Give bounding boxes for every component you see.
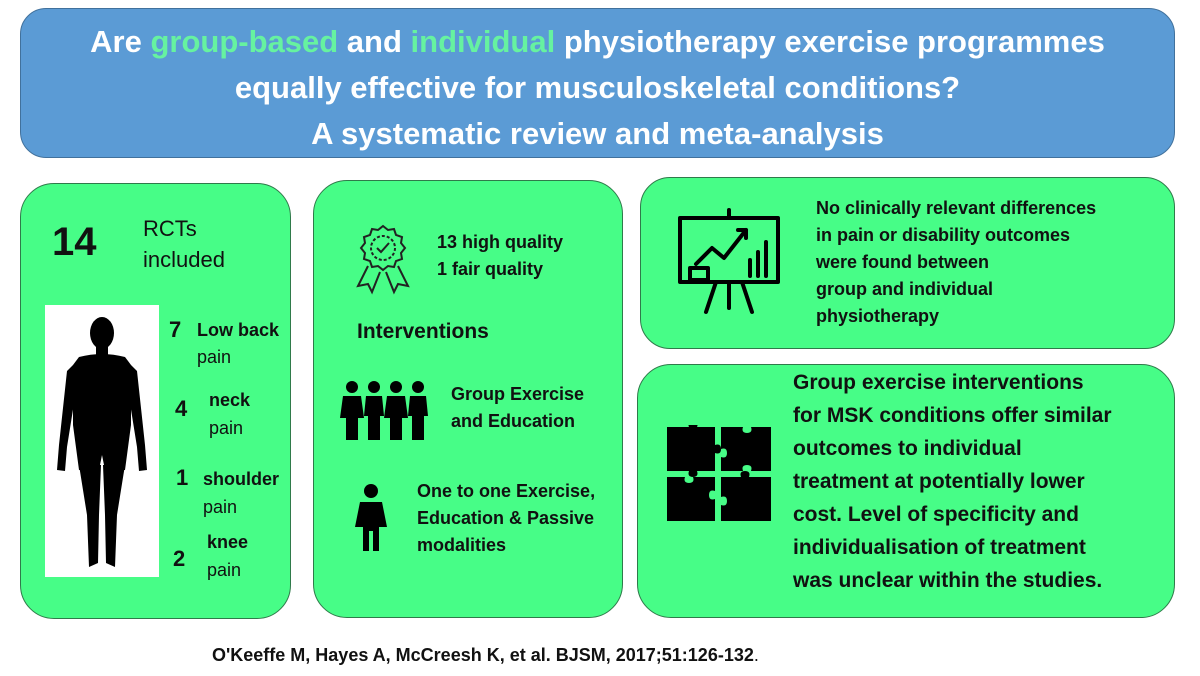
condition-count-knee: 2	[173, 546, 186, 571]
findings-line-2: in pain or disability outcomes	[816, 225, 1071, 245]
group-intervention-line-2: and Education	[451, 411, 576, 431]
title-line-1	[21, 19, 1174, 65]
human-body-icon	[45, 305, 159, 577]
puzzle	[665, 425, 773, 523]
title-highlight-group: group-based	[150, 24, 339, 59]
rcts-label-2: included	[143, 247, 225, 272]
individual-intervention-line-3: modalities	[417, 535, 507, 555]
human-body-figure	[45, 305, 159, 577]
individual-intervention-line-2: Education & Passive	[417, 508, 595, 528]
conclusion-line-3: outcomes to individual	[793, 437, 1022, 460]
person-icon	[353, 483, 389, 553]
condition-name-low-back: Low back	[197, 320, 280, 340]
title-text: physiotherapy exercise programmes	[555, 24, 1105, 59]
award-badge	[350, 222, 416, 296]
conclusion-line-7: was unclear within the studies.	[793, 569, 1103, 592]
condition-count-neck: 4	[175, 396, 188, 421]
group-intervention-line-1: Group Exercise	[451, 384, 585, 404]
findings-line-4: group and individual	[816, 279, 993, 299]
quality-high: 13 high quality	[437, 232, 564, 252]
conclusion-line-6: individualisation of treatment	[793, 536, 1086, 559]
condition-suffix-neck: pain	[209, 418, 244, 438]
conclusion-line-5: cost. Level of specificity and	[793, 503, 1079, 526]
conclusion-line-2: for MSK conditions offer similar	[793, 404, 1112, 427]
presentation-chart-icon	[676, 208, 782, 316]
findings-line-5: physiotherapy	[816, 306, 940, 326]
people-group	[340, 380, 430, 442]
title-line-2: equally effective for musculoskeletal conditions?	[234, 70, 961, 105]
condition-suffix-knee: pain	[207, 560, 242, 580]
citation-dot: .	[753, 645, 759, 665]
condition-count-low-back: 7	[169, 317, 182, 342]
title-line-3: A systematic review and meta-analysis	[311, 116, 884, 151]
condition-name-knee: knee	[207, 532, 249, 552]
quality-fair: 1 fair quality	[437, 259, 544, 279]
conclusion-line-4: treatment at potentially lower	[793, 470, 1085, 493]
findings-line-3: were found between	[816, 252, 990, 272]
title-text: and	[338, 24, 411, 59]
condition-count-shoulder: 1	[176, 465, 189, 490]
citation-text: O'Keeffe M, Hayes A, McCreesh K, et al. BJSM, 2017;51:126-132	[212, 645, 754, 665]
citation	[212, 645, 759, 666]
title-highlight-individual: individual	[410, 24, 556, 59]
condition-suffix-shoulder: pain	[203, 497, 238, 517]
conclusion-line-1: Group exercise interventions	[793, 371, 1084, 394]
title-text: Are	[90, 24, 151, 59]
puzzle-icon	[665, 425, 773, 523]
presentation-chart	[676, 208, 782, 316]
condition-name-neck: neck	[209, 390, 251, 410]
rcts-label-1: RCTs	[143, 216, 197, 241]
people-group-icon	[340, 380, 430, 442]
rcts-count: 14	[52, 220, 97, 264]
title-banner	[20, 8, 1175, 158]
single-person	[353, 483, 389, 553]
interventions-heading: Interventions	[357, 320, 489, 343]
condition-suffix-low-back: pain	[197, 347, 232, 367]
findings-line-1: No clinically relevant differences	[816, 198, 1097, 218]
condition-name-shoulder: shoulder	[203, 469, 280, 489]
individual-intervention-line-1: One to one Exercise,	[417, 481, 596, 501]
award-badge-icon	[350, 222, 416, 296]
